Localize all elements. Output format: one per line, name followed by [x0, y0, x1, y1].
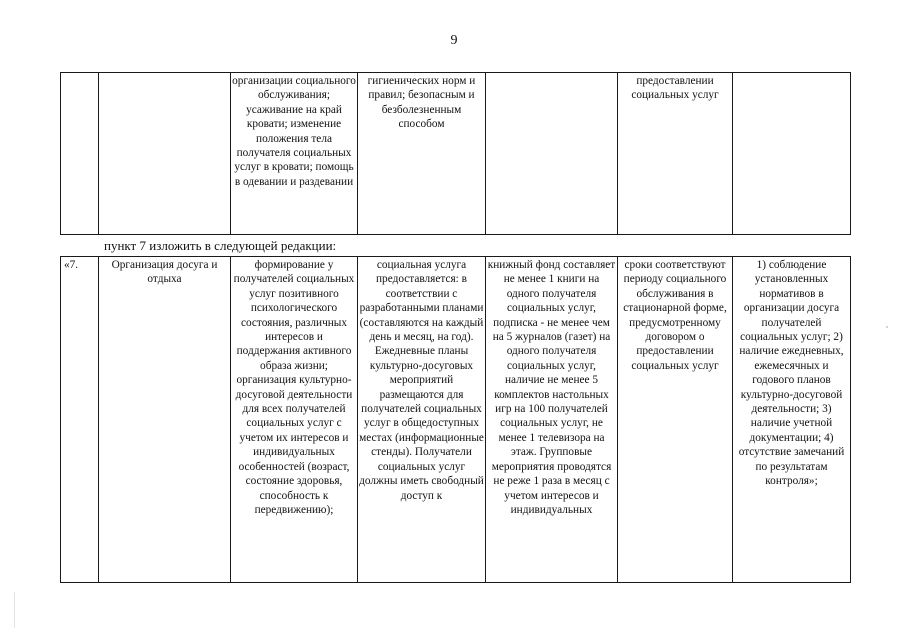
cell-quality-indicators: [733, 73, 851, 235]
standards-table-item-7: [60, 256, 851, 583]
table-row: [61, 257, 851, 583]
cell-service-name: Организация досуга и отдыха: [99, 257, 231, 583]
cell-number: «7.: [61, 257, 99, 583]
cell-service-terms: предоставлении социальных услуг: [618, 73, 733, 235]
table-row: [61, 73, 851, 235]
cell-service-name: [99, 73, 231, 235]
cell-quality-indicators: 1) соблюдение установленных нормативов в организации досуга получателей социальных услуг; 2) наличие ежедневных, ежемесячных и годового планов культурно-досуговой деятельности; 3) наличие учетной документации; 4) отсутствие замечаний по результатам контроля»;: [733, 257, 851, 583]
cell-service-content: организации социального обслуживания; усаживание на край кровати; изменение положения тела получателя социальных услуг в кровати; помощь в одевании и раздевании: [231, 73, 358, 235]
scan-artifact: [886, 326, 888, 328]
cell-service-terms: сроки соответствуют периоду социального обслуживания в стационарной форме, предусмотренному договором о предоставлении социальных услуг: [618, 257, 733, 583]
cell-service-conditions: гигиенических норм и правил; безопасным и безболезненным способом: [358, 73, 486, 235]
amendment-instruction: пункт 7 изложить в следующей редакции:: [104, 238, 337, 253]
page-number: 9: [450, 33, 458, 48]
cell-service-volume: [486, 73, 618, 235]
scan-artifact: [14, 592, 15, 628]
cell-service-volume: книжный фонд составляет не менее 1 книги на одного получателя социальных услуг, подписка - не менее чем на 5 журналов (газет) на одного получателя социальных услуг, наличие не менее 5 комплектов настольных игр на 100 получателей социальных услуг, не менее 1 телевизора на этаж. Групповые мероприятия проводятся не реже 1 раза в месяц с учетом интересов и индивидуальных: [486, 257, 618, 583]
cell-number: [61, 73, 99, 235]
cell-service-content: формирование у получателей социальных услуг позитивного психологического состояния, различных интересов и поддержания активного образа жизни; организация культурно-досуговой деятельности для всех получателей социальных услуг с учетом их интересов и индивидуальных особенностей (возраст, состояние здоровья, способность к передвижению);: [231, 257, 358, 583]
cell-service-conditions: социальная услуга предоставляется: в соответствии с разработанными планами (составляются на каждый день и месяц, на год). Ежедневные планы культурно-досуговых мероприятий размещаются для получателей социальных услуг в общедоступных местах (информационные стенды). Получатели социальных услуг должны иметь свободный доступ к: [358, 257, 486, 583]
standards-table-continuation: [60, 72, 851, 235]
